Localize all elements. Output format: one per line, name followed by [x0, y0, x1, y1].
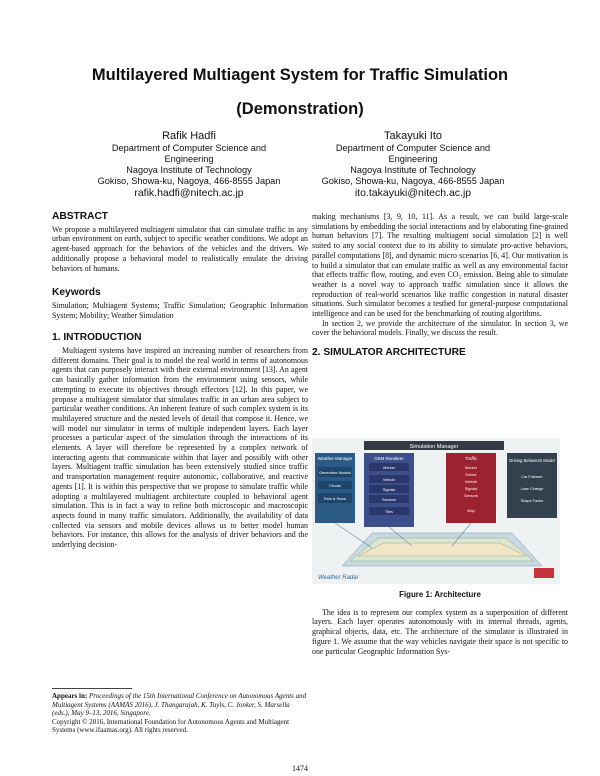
simulation-manager-label: Simulation Manager [409, 444, 459, 450]
author-institution: Nagoya Institute of Technology [126, 165, 252, 175]
traffic-item: Sensors [464, 494, 478, 498]
behaviors-item: Shape Factor [520, 499, 544, 503]
author-dept-cont: Engineering [388, 154, 438, 164]
osm-renderer-title: OSM Renderer [374, 456, 404, 461]
keywords-heading: Keywords [52, 287, 101, 299]
appears-in-note [52, 688, 308, 735]
abstract-text: We propose a multilayered multiagent simulator that can simulate traffic in any urban environment on earth, subject to specific weather conditions. We adopt an agent-based approach for the behaviors of the vehicles and the drivers. We additionally propose a behavioral model to realistically emulate the driving behaviors of humans. [52, 224, 308, 273]
abstract-heading: ABSTRACT [52, 211, 109, 222]
traffic-item: Vehicle [464, 480, 478, 484]
traffic-title: Traffic [465, 456, 477, 461]
author-block [298, 129, 528, 199]
right-column [312, 212, 568, 358]
figure-caption: Figure 1: Architecture [399, 590, 481, 599]
left-column [52, 212, 308, 550]
right-column-lower [312, 590, 568, 656]
appears-text: Proceedings of the 15th International Conference on Autonomous Agents and Multiagent Systems (AAMAS 2016), J. Thangarajah, K. Tuyls, C. Jonker, S. Marsella (eds.), May 9–13, 2016, Singapore. [52, 692, 307, 718]
right-paragraph-3: The idea is to represent our complex system as a superposition of different layers. Each layer operates autonomously with its internal threads, agents, graphical objects, data, etc. The architecture of the simulator is illustrated in figure 1. We assume that the way vehicles navigate their space is not specific to one particular Geographic Information Sys- [312, 607, 568, 656]
footnote-rule [52, 688, 132, 689]
author-dept-cont: Engineering [164, 154, 214, 164]
behaviors-item: Car Follower [521, 475, 543, 479]
author-email: rafik.hadfi@nitech.ac.jp [134, 187, 244, 199]
osm-item: Worker [382, 466, 396, 470]
weather-item: Clouds [329, 484, 341, 488]
author-name: Takayuki Ito [383, 130, 443, 142]
author-block [74, 129, 304, 199]
author-dept: Department of Computer Science and [335, 143, 491, 153]
author-email: ito.takayuki@nitech.ac.jp [354, 187, 472, 199]
paper-title: Multilayered Multiagent System for Traffic Simulation [91, 66, 509, 84]
intro-heading: 1. INTRODUCTION [52, 332, 142, 344]
car-image [534, 568, 554, 578]
author-address: Gokiso, Showa-ku, Nagoya, 466-8555 Japan [97, 176, 281, 186]
traffic-item: Worker [464, 466, 478, 470]
weather-radar-label: Weather Radar [318, 575, 359, 581]
author-institution: Nagoya Institute of Technology [350, 165, 476, 175]
architecture-heading: 2. SIMULATOR ARCHITECTURE [312, 347, 466, 359]
osm-item: Vehicle [382, 478, 396, 482]
architecture-figure [312, 438, 560, 584]
right-paragraph-2: In section 2, we provide the architecture of the simulator. In section 3, we cover the behavioral models. Finally, we discuss the result. [312, 318, 568, 338]
page-number: 1474 [292, 764, 308, 773]
traffic-item: Signals [464, 487, 478, 491]
behaviors-title: Driving Behaviors Model [509, 458, 555, 463]
right-paragraph-1: making mechanisms [3, 9, 10, 11]. As a result, we can build large-scale simulations by embedding the social interactions and by elaborating fine-grained human behaviors [7]. The resulting multiagent social simulation [2] is well suited to any social context due to its ability to simulate pro-active behaviors, parallel computations [8], and dynamic micro scenarios [6, 4]. Our motivation is to build a simulator that can emulate traffic as well as any environmental factor that effects traffic flow, routing, and even CO₂ emission. Being able to simulate weather is a novel way to approach traffic simulation since it allows the reproduction of real-world scenarios like traffic congestion in natural disaster situations. Such simulator becomes a testbed for general-purpose computational intelligence and can be used for the benchmarking of routing algorithms. [312, 212, 568, 319]
weather-item: Rain & Snow [324, 497, 346, 501]
paper-subtitle: (Demonstration) [236, 100, 364, 118]
weather-item: Generative Models [319, 471, 351, 475]
copyright-text: Copyright © 2016, International Foundation for Autonomous Agents and Multiagent Systems (www.ifaamas.org). All rights reserved. [52, 717, 290, 735]
weather-manager-title: Weather Manager [317, 456, 353, 461]
osm-item: Tiles [385, 510, 393, 514]
author-address: Gokiso, Showa-ku, Nagoya, 466-8555 Japan [321, 176, 505, 186]
behaviors-item: Lane Change [520, 487, 544, 491]
traffic-item: Detect [465, 473, 477, 477]
author-name: Rafik Hadfi [162, 130, 216, 142]
appears-label: Appears in: [52, 692, 88, 700]
keywords-text: Simulation; Multiagent Systems; Traffic Simulation; Geographic Information System; Mobility; Weather Simulation [52, 300, 308, 320]
osm-item: Sensors [382, 498, 396, 502]
osm-items [369, 463, 409, 515]
traffic-item: Map [467, 509, 475, 513]
author-dept: Department of Computer Science and [111, 143, 267, 153]
osm-item: Signals [382, 488, 396, 492]
intro-text: Multiagent systems have inspired an increasing number of researchers from different domains. Their goal is to model the real world in terms of autonomous agents that can purposely interact with their external environment [13]. An agent can basically gather information from the environment using sensors, while attempting to execute its objectives through effectors [12]. In this paper, we propose a multiagent simulator that simulates traffic in an urban area subject to particular weather conditions. An inherent feature of such complex system is its multilayered structure and the nested levels of detail that compose it. Hence, we will model our simulator in terms of multiple independent layers. Each layer processes a particular aspect of the simulation through the interactions of its elements. A layer will therefore be represented by a complex network of interacting agents that communicate within that layer and possibly with other layers. Multiagent traffic simulation has been extensively studied since traffic and transportation management require autonomic, collaborative, and reactive agents [1]. It is within this perspective that we propose to simulate traffic while adopting a multilayered multiagent architecture coupled to behavioral agent simulation. This is in fact a way to refine both microscopic and macroscopic aspects found in many traffic simulators. Additionally, the availability of data collected via sensors and mobile devices allows us to better model human behaviors. For instance, this allows for the analysis of driver behaviors and the underlying decision- [52, 346, 308, 550]
